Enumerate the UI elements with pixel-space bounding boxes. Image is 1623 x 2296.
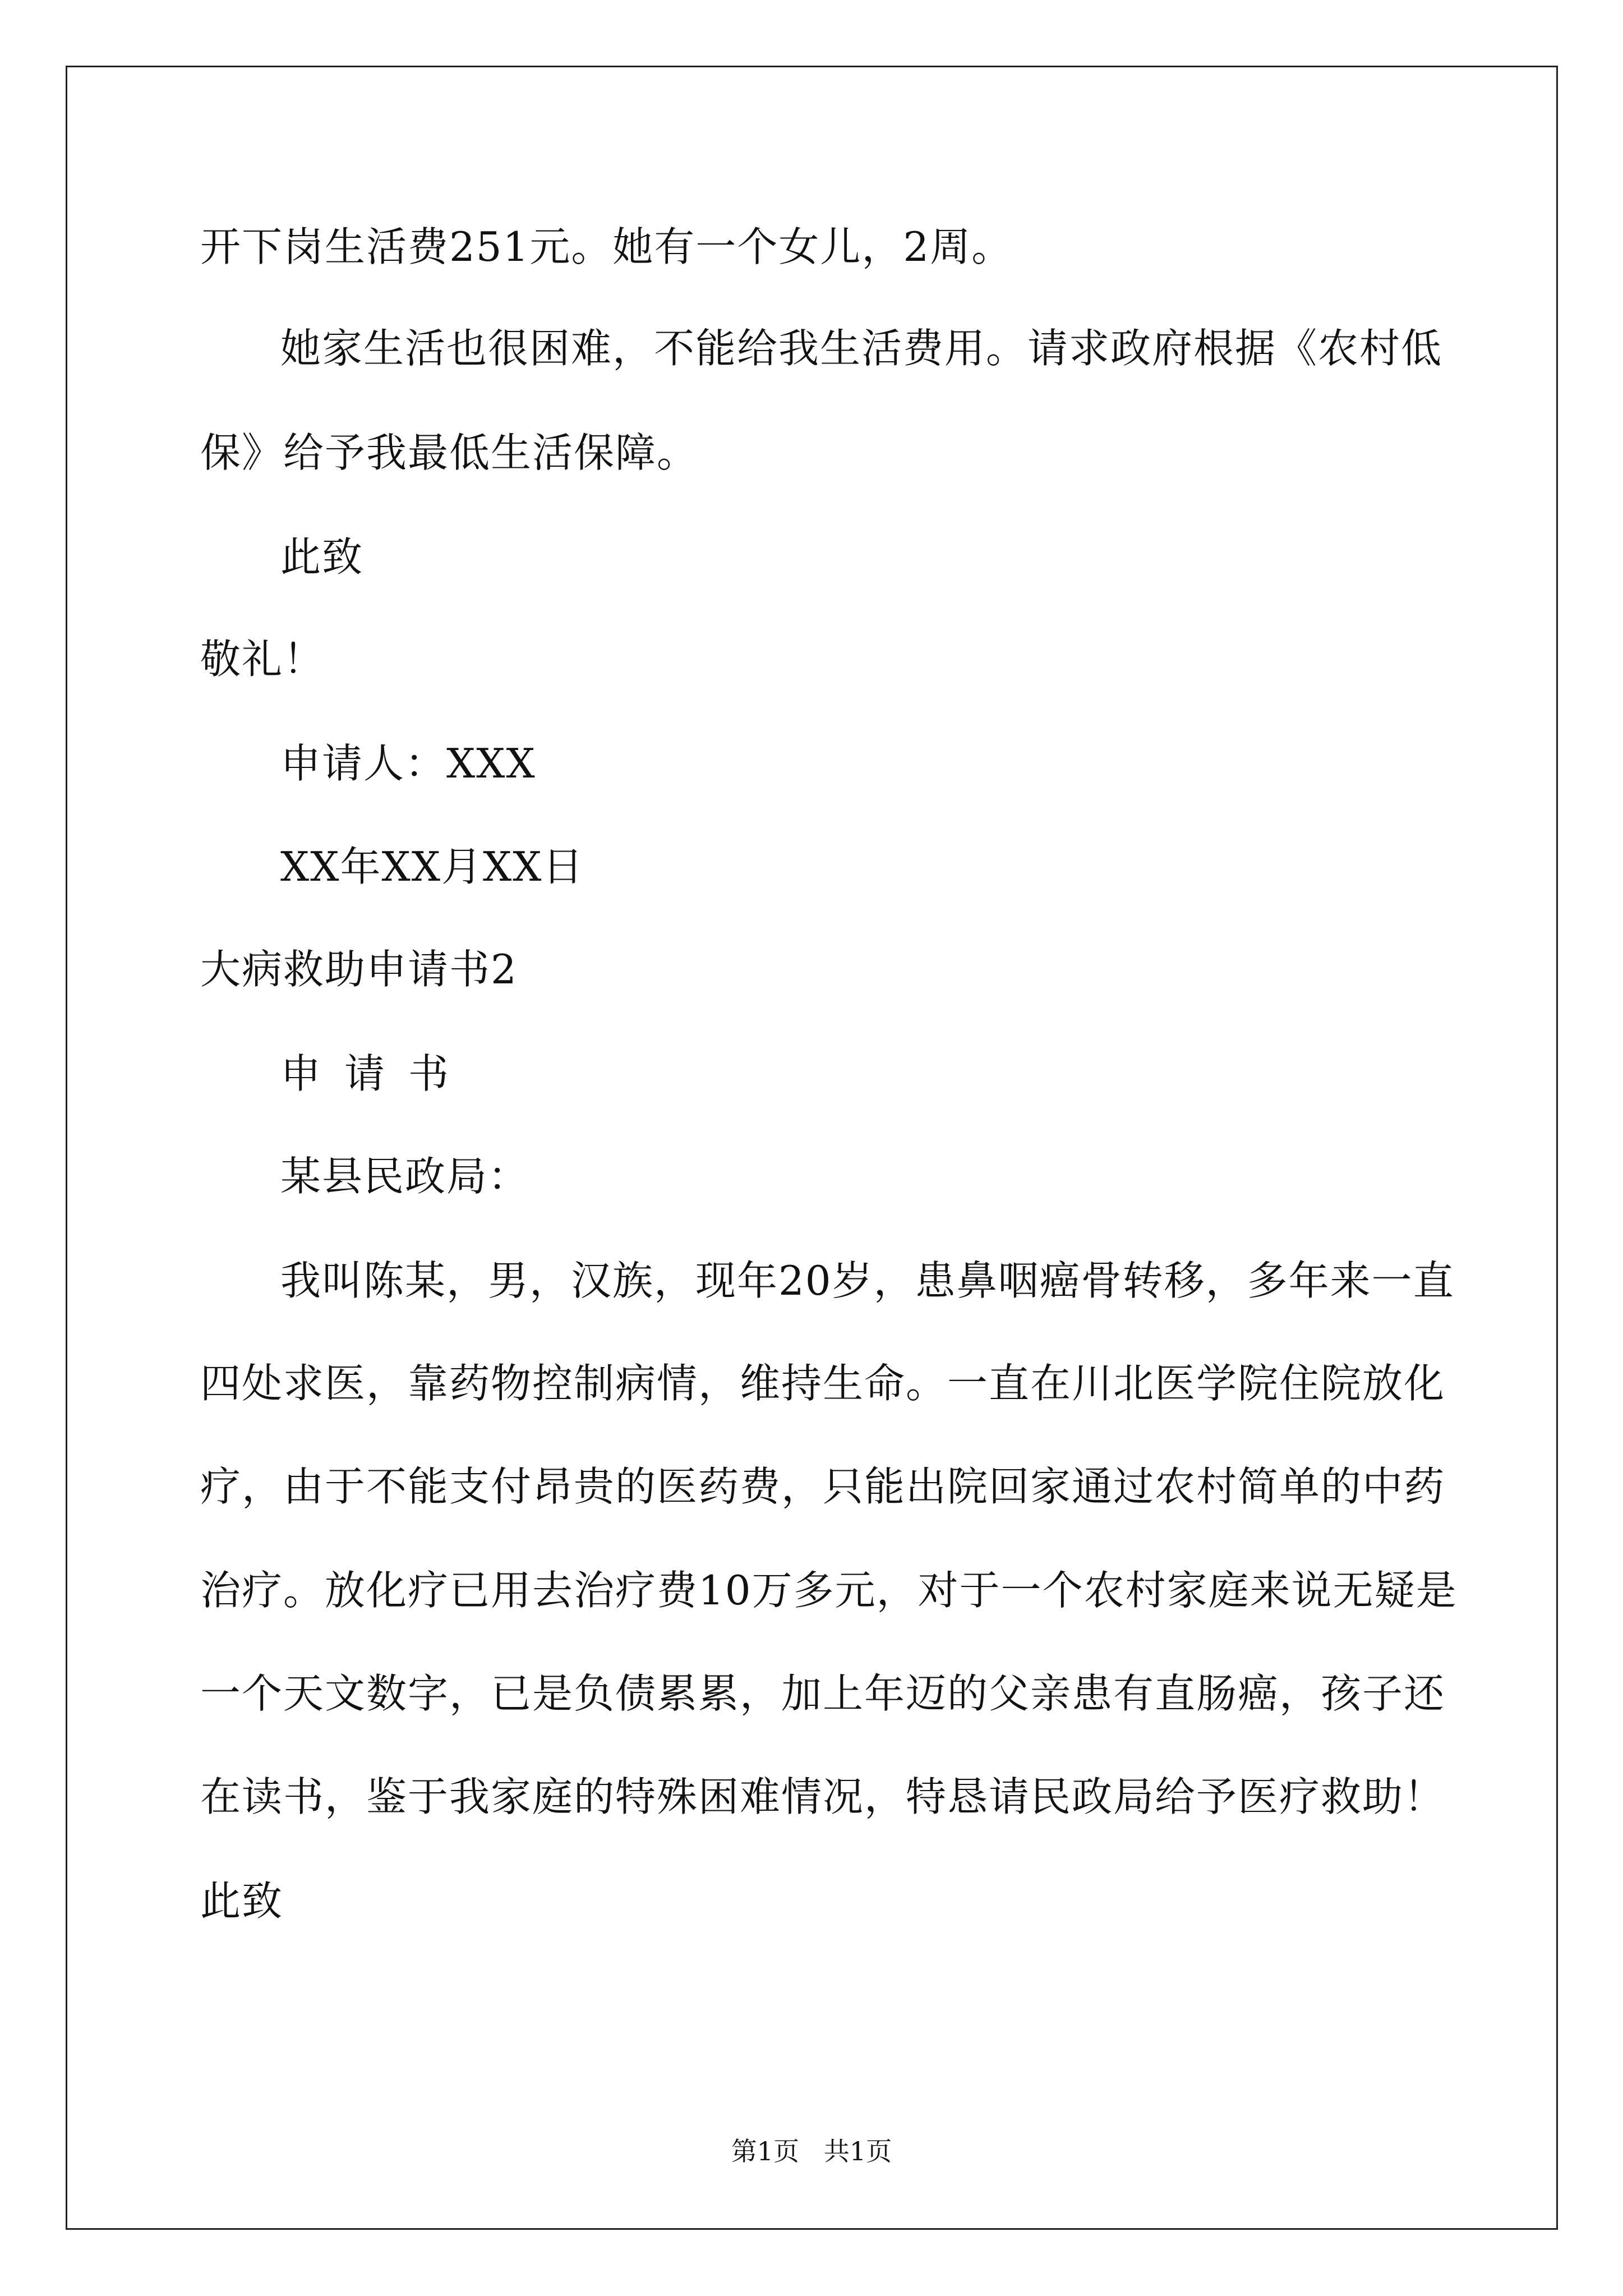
body-line-5: 一个天文数字，已是负债累累，加上年迈的父亲患有直肠癌，孩子还 — [200, 1670, 1446, 1717]
body-line-6: 在读书，鉴于我家庭的特殊困难情况，特恳请民政局给予医疗救助！ — [200, 1773, 1446, 1820]
body-line-1: 我叫陈某，男，汉族，现年20岁，患鼻咽癌骨转移，多年来一直 — [280, 1257, 1455, 1304]
body-line-3: 疗，由于不能支付昂贵的医药费，只能出院回家通过农村简单的中药 — [200, 1463, 1446, 1510]
date-line: XX年XX月XX日 — [280, 843, 584, 890]
applicant-signature: 申请人：XXX — [280, 740, 536, 787]
closing-phrase-2: 此致 — [200, 1878, 284, 1925]
text-line-2: 她家生活也很困难，不能给我生活费用。请求政府根据《农村低 — [280, 325, 1443, 372]
closing-phrase: 此致 — [280, 533, 364, 581]
body-line-4: 治疗。放化疗已用去治疗费10万多元，对于一个农村家庭来说无疑是 — [200, 1567, 1458, 1614]
recipient-line: 某县民政局： — [280, 1153, 530, 1200]
text-line-3: 保》给予我最低生活保障。 — [200, 429, 699, 476]
text-line-1: 开下岗生活费251元。她有一个女儿，2周。 — [200, 223, 1013, 270]
section-heading: 大病救助申请书2 — [200, 946, 518, 993]
salutation: 敬礼！ — [200, 636, 325, 683]
letter-title: 申请书 — [280, 1050, 473, 1097]
page-border — [66, 66, 1558, 2230]
body-line-2: 四处求医，靠药物控制病情，维持生命。一直在川北医学院住院放化 — [200, 1360, 1446, 1407]
page-footer: 第1页 共1页 — [731, 2136, 892, 2166]
